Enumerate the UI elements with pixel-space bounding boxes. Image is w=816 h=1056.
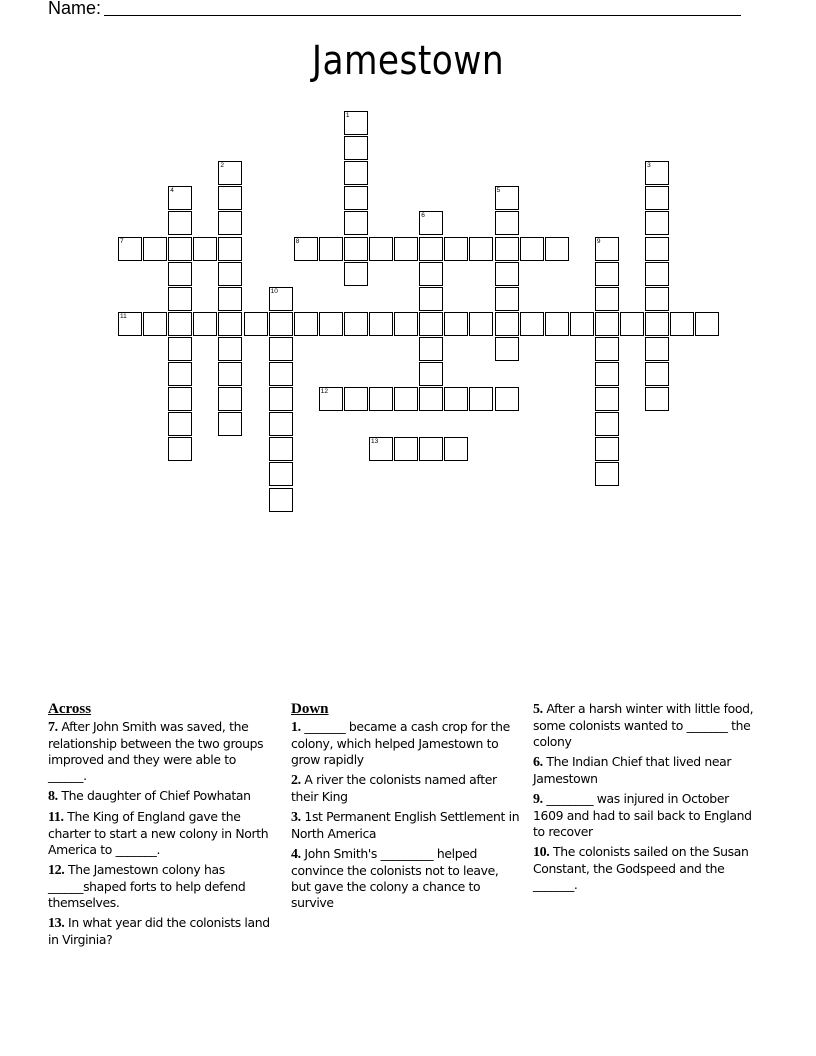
clue-down-4: 4. John Smith's _________ helped convince the colonists not to leave, but gave the colony a chance to survive [291, 846, 499, 910]
crossword-cell[interactable] [495, 186, 519, 210]
crossword-cell[interactable] [645, 312, 669, 336]
crossword-cell[interactable] [294, 237, 318, 261]
crossword-cell[interactable] [645, 337, 669, 361]
cell-number: 6 [421, 212, 425, 220]
page-title: Jamestown [311, 38, 505, 84]
clue-across-11: 11. The King of England gave the charter to start a new colony in North America to _______. [48, 809, 269, 857]
crossword-cell[interactable] [419, 337, 443, 361]
crossword-cell[interactable] [168, 262, 192, 286]
clue-down-9: 9. ________ was injured in October 1609 and had to sail back to England to recover [533, 791, 752, 839]
crossword-cell[interactable] [143, 237, 167, 261]
crossword-cell[interactable] [495, 211, 519, 235]
crossword-cell[interactable] [645, 387, 669, 411]
cell-number: 4 [170, 187, 174, 195]
crossword-cell[interactable] [193, 312, 217, 336]
crossword-cell[interactable] [269, 437, 293, 461]
cell-number: 2 [220, 162, 225, 170]
clue-down-6: 6. The Indian Chief that lived near Jamestown [533, 754, 732, 786]
crossword-cell[interactable] [645, 287, 669, 311]
clue-down-3: 3. 1st Permanent English Settlement in North America [291, 809, 520, 841]
crossword-cell[interactable] [495, 262, 519, 286]
crossword-cell[interactable] [168, 287, 192, 311]
crossword-cell[interactable] [218, 412, 242, 436]
clue-across-13: 13. In what year did the colonists land in Virginia? [48, 915, 270, 947]
cell-number: 1 [345, 112, 350, 119]
crossword-cell[interactable] [168, 237, 192, 261]
crossword-cell[interactable] [269, 287, 293, 311]
crossword-cell[interactable] [444, 312, 468, 336]
down-clues-continued [533, 701, 755, 897]
crossword-cell[interactable] [595, 312, 619, 336]
crossword-cell[interactable] [319, 387, 343, 411]
crossword-cell[interactable] [595, 412, 619, 436]
down-clues [291, 700, 521, 915]
cell-number: 8 [295, 237, 300, 245]
crossword-cell[interactable] [595, 262, 619, 286]
crossword-cell[interactable] [394, 437, 418, 461]
crossword-cell[interactable] [218, 161, 242, 185]
crossword-cell[interactable] [444, 437, 468, 461]
crossword-cell[interactable] [419, 312, 443, 336]
crossword-cell[interactable] [419, 211, 443, 235]
cell-number: 10 [270, 287, 278, 295]
crossword-cell[interactable] [620, 312, 644, 336]
crossword-cell[interactable] [244, 312, 268, 336]
crossword-cell[interactable] [595, 337, 619, 361]
crossword-cell[interactable] [218, 312, 242, 336]
cell-number: 7 [120, 237, 124, 245]
clue-down-10: 10. The colonists sailed on the Susan Constant, the Godspeed and the _______. [533, 844, 749, 892]
clue-down-2: 2. A river the colonists named after their King [291, 772, 497, 804]
crossword-cell[interactable] [595, 237, 619, 261]
crossword-cell[interactable] [193, 237, 217, 261]
crossword-cell[interactable] [495, 337, 519, 361]
crossword-cell[interactable] [118, 237, 142, 261]
crossword-cell[interactable] [218, 237, 242, 261]
crossword-cell[interactable] [595, 387, 619, 411]
crossword-cell[interactable] [344, 111, 368, 135]
crossword-cell[interactable] [269, 387, 293, 411]
crossword-cell[interactable] [344, 211, 368, 235]
across-header: Across [48, 701, 92, 717]
cell-number: 13 [371, 438, 379, 446]
crossword-cell[interactable] [168, 412, 192, 436]
crossword-cell[interactable] [168, 437, 192, 461]
crossword-cell[interactable] [344, 312, 368, 336]
crossword-cell[interactable] [545, 237, 569, 261]
name-label: Name: [48, 0, 102, 18]
crossword-cell[interactable] [218, 287, 242, 311]
cell-number: 11 [120, 312, 127, 320]
crossword-cell[interactable] [394, 387, 418, 411]
clue-down-5: 5. After a harsh winter with little food, some colonists wanted to _______ the colony [533, 701, 754, 749]
crossword-cell[interactable] [344, 161, 368, 185]
crossword-cell[interactable] [419, 237, 443, 261]
crossword-cell[interactable] [645, 262, 669, 286]
crossword-cell[interactable] [269, 312, 293, 336]
crossword-cell[interactable] [595, 362, 619, 386]
across-clues [48, 700, 276, 952]
crossword-cell[interactable] [645, 186, 669, 210]
crossword-cell[interactable] [469, 312, 493, 336]
clue-down-1: 1. _______ became a cash crop for the colony, which helped Jamestown to grow rapidly [291, 719, 510, 767]
crossword-cell[interactable] [168, 211, 192, 235]
crossword-cell[interactable] [495, 312, 519, 336]
crossword-cell[interactable] [319, 237, 343, 261]
crossword-cell[interactable] [269, 462, 293, 486]
crossword-cell[interactable] [469, 387, 493, 411]
crossword-cell[interactable] [369, 437, 393, 461]
crossword-cell[interactable] [419, 437, 443, 461]
crossword-cell[interactable] [495, 287, 519, 311]
crossword-cell[interactable] [419, 387, 443, 411]
crossword-cell[interactable] [218, 337, 242, 361]
crossword-cell[interactable] [595, 287, 619, 311]
crossword-cell[interactable] [344, 262, 368, 286]
crossword-cell[interactable] [419, 287, 443, 311]
crossword-cell[interactable] [369, 237, 393, 261]
crossword-cell[interactable] [645, 237, 669, 261]
crossword-cell[interactable] [168, 312, 192, 336]
crossword-cell[interactable] [595, 437, 619, 461]
crossword-cell[interactable] [394, 237, 418, 261]
cell-number: 3 [647, 162, 651, 170]
down-header: Down [291, 701, 329, 717]
crossword-cell[interactable] [645, 161, 669, 185]
crossword-cell[interactable] [168, 337, 192, 361]
crossword-cell[interactable] [394, 312, 418, 336]
crossword-cell[interactable] [218, 362, 242, 386]
cell-number: 12 [320, 388, 329, 396]
crossword-cell[interactable] [419, 362, 443, 386]
crossword-cell[interactable] [444, 387, 468, 411]
crossword-cell[interactable] [218, 186, 242, 210]
crossword-cell[interactable] [344, 136, 368, 160]
crossword-cell[interactable] [319, 312, 343, 336]
crossword-cell[interactable] [520, 312, 544, 336]
crossword-cell[interactable] [495, 237, 519, 261]
crossword-cell[interactable] [269, 362, 293, 386]
crossword-cell[interactable] [344, 237, 368, 261]
crossword-cell[interactable] [269, 488, 293, 512]
crossword-cell[interactable] [469, 237, 493, 261]
crossword-cell[interactable] [269, 337, 293, 361]
clue-across-8: 8. The daughter of Chief Powhatan [48, 788, 251, 804]
crossword-cell[interactable] [444, 237, 468, 261]
clue-across-7: 7. After John Smith was saved, the relationship between the two groups improved and they were able to ______. [48, 719, 264, 783]
crossword-cell[interactable] [218, 387, 242, 411]
crossword-cell[interactable] [369, 312, 393, 336]
crossword-cell[interactable] [218, 262, 242, 286]
crossword-cell[interactable] [118, 312, 142, 336]
crossword-cell[interactable] [670, 312, 694, 336]
crossword-cell[interactable] [294, 312, 318, 336]
crossword-cell[interactable] [269, 412, 293, 436]
crossword-cell[interactable] [344, 387, 368, 411]
crossword-cell[interactable] [168, 387, 192, 411]
crossword-cell[interactable] [495, 387, 519, 411]
crossword-cell[interactable] [520, 237, 544, 261]
crossword-cell[interactable] [645, 211, 669, 235]
crossword-cell[interactable] [595, 462, 619, 486]
clue-across-12: 12. The Jamestown colony has ______shaped forts to help defend themselves. [48, 862, 246, 910]
crossword-cell[interactable] [695, 312, 719, 336]
cell-number: 9 [596, 237, 601, 245]
crossword-cell[interactable] [419, 262, 443, 286]
crossword-cell[interactable] [168, 362, 192, 386]
crossword-cell[interactable] [344, 186, 368, 210]
crossword-cell[interactable] [143, 312, 167, 336]
crossword-cell[interactable] [545, 312, 569, 336]
crossword-cell[interactable] [369, 387, 393, 411]
crossword-cell[interactable] [645, 362, 669, 386]
cell-number: 5 [496, 187, 501, 195]
crossword-cell[interactable] [570, 312, 594, 336]
crossword-cell[interactable] [168, 186, 192, 210]
crossword-cell[interactable] [218, 211, 242, 235]
